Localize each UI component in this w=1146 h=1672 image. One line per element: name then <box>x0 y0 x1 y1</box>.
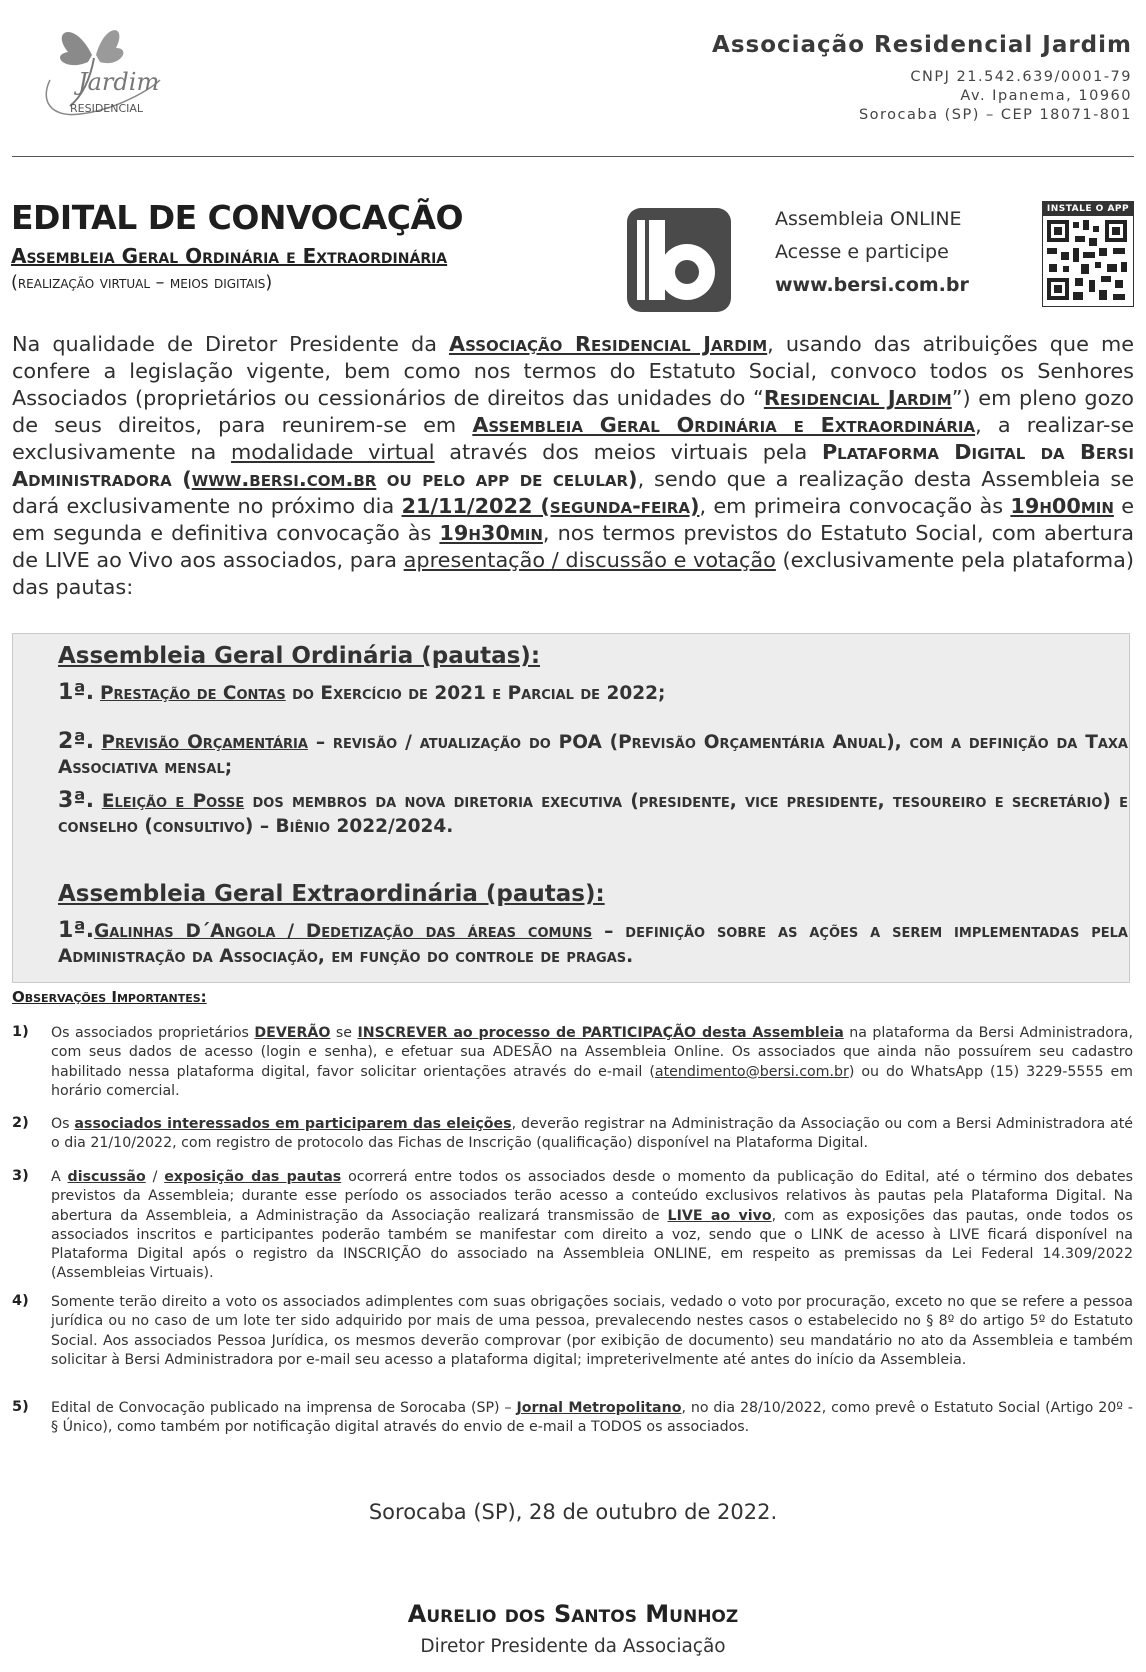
observation-emphasis: Jornal Metropolitano <box>516 1400 682 1416</box>
intro-text: e em segunda e definitiva convocação às <box>12 494 1135 545</box>
extraordinary-agenda-item-1 <box>58 918 1128 969</box>
observation-emphasis: LIVE ao vivo <box>667 1207 772 1224</box>
intro-assembly-type: Assembleia Geral Ordinária e Extraordinária <box>472 413 976 437</box>
signatory-name: Aurelio dos Santos Munhoz <box>407 1600 739 1628</box>
intro-text: , a realizar-se exclusivamente na <box>12 413 1134 464</box>
agenda-item-highlight: Prestação de Contas <box>99 683 286 704</box>
observation-emphasis: discussão <box>67 1169 146 1185</box>
intro-association-name: Associação Residencial Jardim <box>448 332 768 356</box>
intro-site-link[interactable]: www.bersi.com.br <box>191 467 377 491</box>
agenda-box <box>12 633 1130 983</box>
observations-heading: Observações Importantes: <box>12 988 207 1006</box>
agenda-item-text: – revisão / atualização do POA (Previsão Orçamentária Anual), com a definição da Taxa Associativa mensal; <box>58 732 1128 778</box>
agenda-item-number: 2ª. <box>58 729 95 754</box>
observation-5 <box>51 1399 1133 1438</box>
observation-4: Somente terão direito a voto os associados adimplentes com suas obrigações sociais, vedado o voto por procuração, exceto no que se refere a pessoa jurídica ou no caso de um lote ter sido adquirido por mais de uma pessoa, prevalecendo nestes casos o estabelecido no § 8º do artigo 5º do Estatuto Social. Aos associados Pessoa Jurídica, os mesmos deverão comprovar (por exibição de documento) seu mandatário no ato da Assembleia e também solicitar à Bersi Administradora por e-mail seu acesso a plataforma digital; impreterivelmente até antes do início da Assembleia. <box>51 1294 1133 1368</box>
observation-emphasis: DEVERÃO <box>254 1025 331 1041</box>
intro-second-call-time: 19h30min <box>439 521 543 545</box>
organization-name: Associação Residencial Jardim <box>712 32 1132 58</box>
intro-presentation: apresentação / discussão e votação <box>403 548 776 572</box>
butterfly-logo-icon <box>20 10 180 130</box>
observation-text: ocorrerá entre todos os associados desde o momento da publicação do Edital, até o término dos debates previstos da Assembleia; durante esse período os associados terão acesso a conteúdo exclusivos relativos às pautas pela Plataforma Digital. Na abertura da Assembleia, a Administração da Associação realizará transmissão de <box>51 1169 1134 1224</box>
ordinary-agenda-item-1 <box>58 680 1128 706</box>
intro-text: , em primeira convocação às <box>699 494 1011 518</box>
bersi-url-link[interactable]: www.bersi.com.br <box>775 274 969 296</box>
support-email-link[interactable]: atendimento@bersi.com.br <box>654 1063 849 1080</box>
intro-text: , sendo que a realização desta Assembleia se dará exclusivamente no próximo dia <box>12 467 1134 518</box>
intro-text: Na qualidade de Diretor Presidente da <box>12 332 449 356</box>
agenda-item-number: 3ª. <box>58 788 95 813</box>
organization-info <box>712 32 1132 125</box>
bersi-online-line2: Acesse e participe <box>775 241 949 263</box>
observation-text: na plataforma da Bersi Administradora, com seus dados de acesso (login e senha), e efetuar sua ADESÃO na Assembleia Online. Os associados que ainda não possuírem seu cadastro habilitado nessa plataforma digital, favor solicitar orientações através do e-mail ( <box>51 1025 1133 1080</box>
bersi-online-line1: Assembleia ONLINE <box>775 208 962 230</box>
observation-3 <box>51 1168 1133 1284</box>
convocation-paragraph <box>12 331 1134 601</box>
observation-text: , com as exposições das pautas, onde todos os associados inscritos e participantes poderão também se manifestar com direito a voz, sendo que o LINK de acesso à LIVE ficará disponível na Plataforma Digital após o registro da INSCRIÇÃO do associado na Assembleia ONLINE, em respeito as premissas da Lei Federal 14.309/2022 (Assembleias Virtuais). <box>51 1207 1134 1282</box>
organization-cnpj: CNPJ 21.542.639/0001-79 <box>910 69 1132 85</box>
intro-modality: modalidade virtual <box>230 440 435 464</box>
intro-platform: Plataforma Digital da Bersi Administradora ( <box>12 440 1135 491</box>
observation-emphasis: INSCREVER ao processo de PARTICIPAÇÃO desta Assembleia <box>357 1025 844 1041</box>
document-title: EDITAL DE CONVOCAÇÃO <box>11 198 464 237</box>
document-subtitle: Assembleia Geral Ordinária e Extraordinária <box>11 244 448 268</box>
ordinary-agenda-item-3 <box>58 788 1128 839</box>
observation-text: Edital de Convocação publicado na imprensa de Sorocaba (SP) – <box>51 1400 517 1416</box>
observation-text: / <box>145 1169 165 1185</box>
observation-number: 1) <box>12 1024 29 1040</box>
jardim-residencial-logo <box>20 10 180 130</box>
header-divider <box>12 156 1134 157</box>
qr-label: INSTALE O APP <box>1043 202 1133 216</box>
observation-text: , no dia 28/10/2022, como prevê o Estatuto Social (Artigo 20º - § Único), como também por notificação digital através do envio de e-mail a TODOS os associados. <box>51 1400 1133 1436</box>
intro-residencial-name: Residencial Jardim <box>763 386 952 410</box>
observation-number: 2) <box>12 1115 29 1131</box>
intro-app: ou pelo app de celular) <box>376 467 638 491</box>
observation-emphasis: associados interessados em participarem das eleições <box>74 1116 512 1132</box>
document-date: Sorocaba (SP), 28 de outubro de 2022. <box>368 1500 778 1524</box>
agenda-item-highlight: Previsão Orçamentária <box>101 732 308 753</box>
extraordinary-agenda-title: Assembleia Geral Extraordinária (pautas): <box>58 881 605 907</box>
logo-wordmark: Jardim <box>78 68 160 96</box>
observation-number: 4) <box>12 1293 29 1309</box>
intro-text: , nos termos previstos do Estatuto Social, com abertura de LIVE ao Vivo aos associados, para <box>12 521 1134 572</box>
agenda-item-number: 1ª. <box>58 680 95 705</box>
agenda-item-text: dos membros da nova diretoria executiva (presidente, vice presidente, tesoureiro e secretário) e conselho (consultivo) – Biênio 2022/2024. <box>58 791 1128 837</box>
observation-text: ) ou do WhatsApp (15) 3229-5555 em horário comercial. <box>51 1063 1134 1099</box>
observation-text: Os <box>51 1116 75 1132</box>
signatory-role: Diretor Presidente da Associação <box>420 1636 726 1657</box>
agenda-item-number: 1ª. <box>58 918 95 943</box>
organization-city: Sorocaba (SP) – CEP 18071-801 <box>858 107 1132 123</box>
observation-emphasis: exposição das pautas <box>164 1169 342 1185</box>
observation-1 <box>51 1024 1133 1101</box>
observation-text: Os associados proprietários <box>51 1025 255 1041</box>
install-app-qr[interactable] <box>1042 201 1134 307</box>
observation-number: 5) <box>12 1399 29 1415</box>
agenda-item-highlight: Galinhas D´Angola / Dedetização das áreas comuns <box>94 921 593 942</box>
bersi-online-info <box>775 203 969 302</box>
organization-address: Av. Ipanema, 10960 <box>960 88 1132 104</box>
observation-2 <box>51 1115 1133 1154</box>
qr-code-icon <box>1043 216 1131 304</box>
intro-date: 21/11/2022 (segunda-feira) <box>401 494 700 518</box>
intro-text: , usando das atribuições que me confere a legislação vigente, bem como nos termos do Estatuto Social, convoco todos os Senhores Associados (proprietários ou cessionários de direitos das unidades do “ <box>12 332 1134 410</box>
agenda-item-text: – definição sobre as ações a serem implementadas pela Administração da Associação, em função do controle de pragas. <box>58 921 1128 967</box>
intro-first-call-time: 19h00min <box>1010 494 1114 518</box>
bersi-b-icon <box>627 208 731 312</box>
ordinary-agenda-title: Assembleia Geral Ordinária (pautas): <box>58 643 541 669</box>
logo-subtitle: RESIDENCIAL <box>70 102 144 115</box>
agenda-item-text: do Exercício de 2021 e Parcial de 2022; <box>285 683 666 704</box>
observation-number: 3) <box>12 1168 29 1184</box>
intro-text: ”) em pleno gozo de seus direitos, para reunirem-se em <box>12 386 1134 437</box>
ordinary-agenda-item-2 <box>58 729 1128 780</box>
observation-text: A <box>51 1169 68 1185</box>
agenda-item-highlight: Eleição e Posse <box>101 791 245 812</box>
intro-text: através dos meios virtuais pela <box>434 440 822 464</box>
observation-text: se <box>330 1025 358 1041</box>
intro-text: (exclusivamente pela plataforma) das pautas: <box>12 548 1134 599</box>
document-subtitle-note: (realização virtual – meios digitais) <box>11 273 273 293</box>
observation-text: , deverão registrar na Administração da Associação ou com a Bersi Administradora até o dia 21/10/2022, com registro de protocolo das Fichas de Inscrição (qualificação) disponível na Plataforma Digital. <box>51 1116 1133 1152</box>
bersi-logo <box>627 208 731 312</box>
